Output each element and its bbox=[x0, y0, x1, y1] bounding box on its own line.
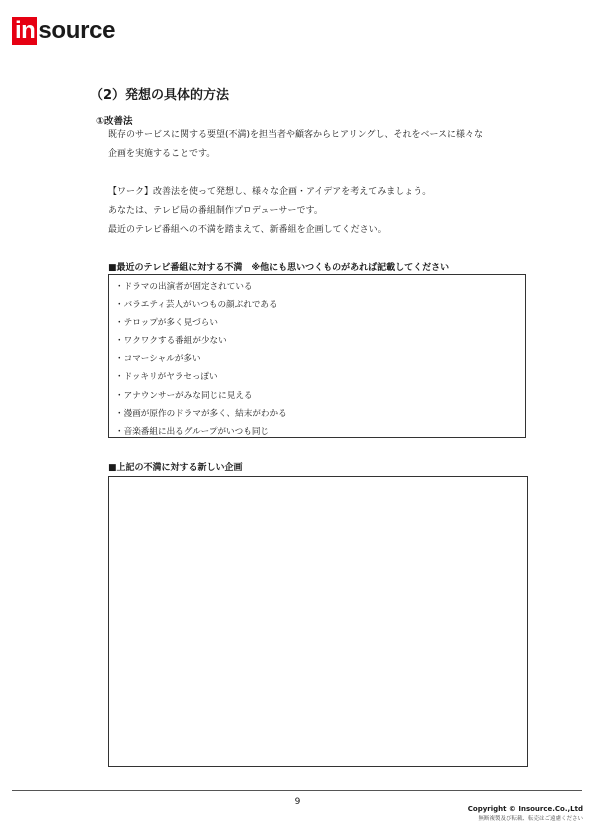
list-item: ・ドラマの出演者が固定されている bbox=[115, 282, 253, 292]
complaints-list bbox=[115, 278, 525, 441]
work-line: 【ワーク】改善法を使って発想し、様々な企画・アイデアを考えてみましょう。 bbox=[108, 187, 432, 197]
list-item: ・テロップが多く見づらい bbox=[115, 318, 218, 329]
copyright-text: Copyright © Insource.Co.,Ltd bbox=[467, 805, 583, 813]
insource-logo bbox=[12, 17, 115, 45]
reproduction-notice: 無断複製及び転載、転売はご遠慮ください bbox=[478, 816, 583, 822]
list-item: ・コマーシャルが多い bbox=[115, 354, 201, 365]
list-item: ・漫画が原作のドラマが多く、結末がわかる bbox=[115, 408, 287, 419]
list-item: ・バラエティ芸人がいつもの顔ぶれである bbox=[115, 300, 278, 311]
page-number: 9 bbox=[294, 797, 301, 807]
list-item: ・ワクワクする番組が少ない bbox=[115, 336, 227, 347]
work-line: あなたは、テレビ局の番組制作プロデューサーです。 bbox=[108, 206, 323, 216]
list-item: ・アナウンサーがみな同じに見える bbox=[115, 390, 253, 401]
work-instructions bbox=[108, 183, 431, 240]
intro-line: 既存のサービスに関する要望(不満)を担当者や顧客からヒアリングし、それをベースに様々な bbox=[108, 130, 484, 140]
footer-divider bbox=[12, 790, 582, 791]
subsection-heading: ①改善法 bbox=[96, 116, 133, 127]
list-item: ・ドッキリがヤラセっぽい bbox=[115, 372, 218, 383]
intro-paragraph bbox=[108, 126, 483, 164]
proposal-answer-box[interactable] bbox=[108, 476, 528, 767]
logo-source-text: source bbox=[38, 17, 116, 44]
complaints-box bbox=[108, 274, 526, 438]
list-item: ・音楽番組に出るグループがいつも同じ bbox=[115, 426, 270, 437]
complaints-label: ■最近のテレビ番組に対する不満 ※他にも思いつくものがあれば記載してください bbox=[108, 263, 450, 273]
copyright-notice bbox=[468, 804, 583, 824]
intro-line: 企画を実施することです。 bbox=[108, 149, 216, 159]
work-line: 最近のテレビ番組への不満を踏まえて、新番組を企画してください。 bbox=[108, 225, 387, 235]
logo-in-mark: in bbox=[12, 17, 37, 45]
proposal-label: ■上記の不満に対する新しい企画 bbox=[108, 463, 243, 473]
section-title: （2）発想の具体的方法 bbox=[90, 88, 230, 103]
